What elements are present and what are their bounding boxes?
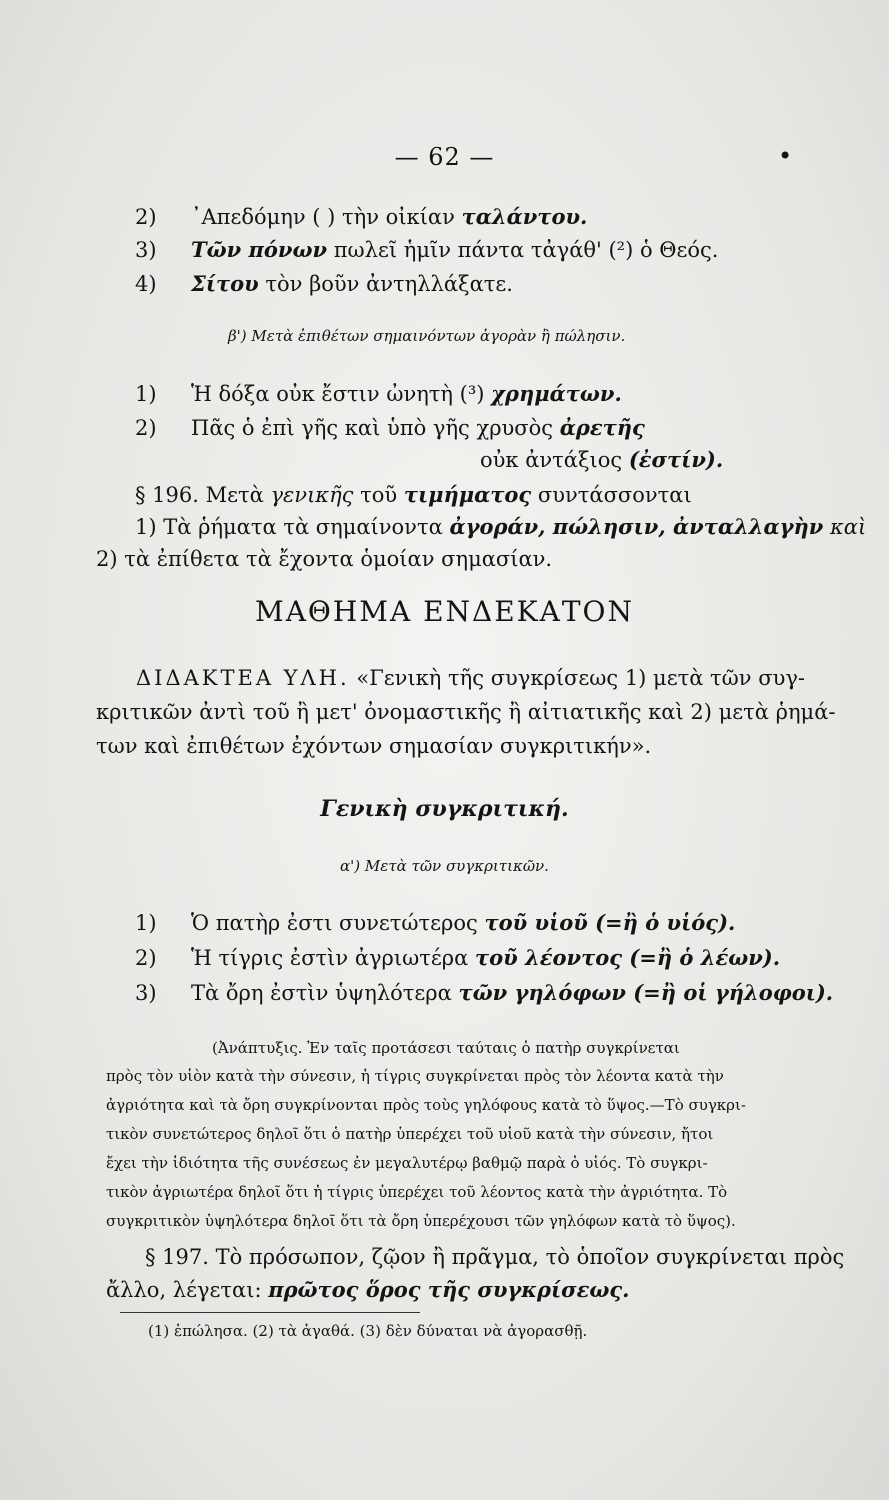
didaktea-line: κριτικῶν ἀντὶ τοῦ ἢ μετ' ὀνομαστικῆς ἢ αἰτιατικῆς καὶ 2) μετὰ ῥημά- xyxy=(96,700,836,724)
footnote-divider xyxy=(120,1312,420,1313)
section-196-line: 2) τὰ ἐπίθετα τὰ ἔχοντα ὁμοίαν σημασίαν. xyxy=(96,547,553,571)
didaktea-line: των καὶ ἐπιθέτων ἐχόντων σημασίαν συγκριτικήν». xyxy=(96,734,652,758)
list-item-continuation: οὐκ ἀντάξιος (ἐστίν). xyxy=(480,447,724,472)
heading-genike: Γενικὴ συγκριτική. xyxy=(320,796,569,822)
list-item: 3) Τῶν πόνων πωλεῖ ἡμῖν πάντα τἀγάθ' (²) ὁ Θεός. xyxy=(135,237,719,262)
lesson-title: ΜΑΘΗΜΑ ΕΝΔΕΚΑΤΟΝ xyxy=(255,595,634,628)
list-item: 1) Ὁ πατὴρ ἐστι συνετώτερος τοῦ υἱοῦ (=ἢ ὁ υἱός). xyxy=(135,910,736,935)
list-item: 2) ᾿Απεδόμην ( ) τὴν οἰκίαν ταλάντου. xyxy=(135,204,588,229)
page-bullet: • xyxy=(778,142,793,170)
list-item: 4) Σίτου τὸν βοῦν ἀντηλλάξατε. xyxy=(135,271,513,296)
list-item: 2) Ἡ τίγρις ἐστὶν ἀγριωτέρα τοῦ λέοντος (=ἢ ὁ λέων). xyxy=(135,945,781,970)
analysis-line: ἀγριότητα καὶ τὰ ὄρη συγκρίνονται πρὸς τοὺς γηλόφους κατὰ τὸ ὕψος.—Τὸ συγκρι- xyxy=(106,1096,746,1114)
list-item: 2) Πᾶς ὁ ἐπὶ γῆς καὶ ὑπὸ γῆς χρυσὸς ἀρετῆς xyxy=(135,415,645,440)
list-item: 3) Τὰ ὄρη ἐστὶν ὑψηλότερα τῶν γηλόφων (=ἢ οἱ γήλοφοι). xyxy=(135,980,834,1005)
analysis-line: πρὸς τὸν υἱὸν κατὰ τὴν σύνεσιν, ἡ τίγρις συγκρίνεται πρὸς τὸν λέοντα κατὰ τὴν xyxy=(106,1067,724,1085)
section-196-heading: § 196. Μετὰ γενικῆς τοῦ τιμήματος συντάσσονται xyxy=(135,482,692,507)
analysis-line: ἔχει τὴν ἰδιότητα τῆς συνέσεως ἐν μεγαλυτέρῳ βαθμῷ παρὰ ὁ υἱός. Τὸ συγκρι- xyxy=(106,1154,708,1172)
didaktea-line: ΔΙΔΑΚΤΕΑ ΥΛΗ. «Γενικὴ τῆς συγκρίσεως 1) μετὰ τῶν συγ- xyxy=(136,666,805,690)
analysis-line: συγκριτικὸν ὑψηλότερα δηλοῖ ὅτι τὰ ὄρη ὑπερέχουσι τῶν γηλόφων κατὰ τὸ ὕψος). xyxy=(106,1212,736,1230)
list-item: 1) Ἡ δόξα οὐκ ἔστιν ὠνητὴ (³) χρημάτων. xyxy=(135,381,622,406)
subheading-a: α') Μετὰ τῶν συγκριτικῶν. xyxy=(340,857,549,875)
footnote: (1) ἐπώλησα. (2) τὰ ἀγαθά. (3) δὲν δύναται νὰ ἀγορασθῇ. xyxy=(148,1322,588,1340)
section-196-line: 1) Τὰ ῥήματα τὰ σημαίνοντα ἀγοράν, πώλησιν, ἀνταλλαγὴν καὶ xyxy=(135,514,867,539)
section-197-line: § 197. Τὸ πρόσωπον, ζῷον ἢ πρᾶγμα, τὸ ὁποῖον συγκρίνεται πρὸς xyxy=(145,1245,845,1269)
analysis-line: τικὸν συνετώτερος δηλοῖ ὅτι ὁ πατὴρ ὑπερέχει τοῦ υἱοῦ κατὰ τὴν σύνεσιν, ἤτοι xyxy=(106,1125,714,1143)
section-197-line: ἄλλο, λέγεται: πρῶτος ὅρος τῆς συγκρίσεως. xyxy=(106,1277,630,1302)
subheading-b: β') Μετὰ ἐπιθέτων σημαινόντων ἀγορὰν ἢ πώλησιν. xyxy=(228,327,626,345)
page-number: — 62 — xyxy=(394,143,495,171)
analysis-line: (Ἀνάπτυξις. Ἐν ταῖς προτάσεσι ταύταις ὁ πατὴρ συγκρίνεται xyxy=(212,1039,680,1057)
analysis-line: τικὸν ἀγριωτέρα δηλοῖ ὅτι ἡ τίγρις ὑπερέχει τοῦ λέοντος κατὰ τὴν ἀγριότητα. Τὸ xyxy=(106,1183,728,1201)
